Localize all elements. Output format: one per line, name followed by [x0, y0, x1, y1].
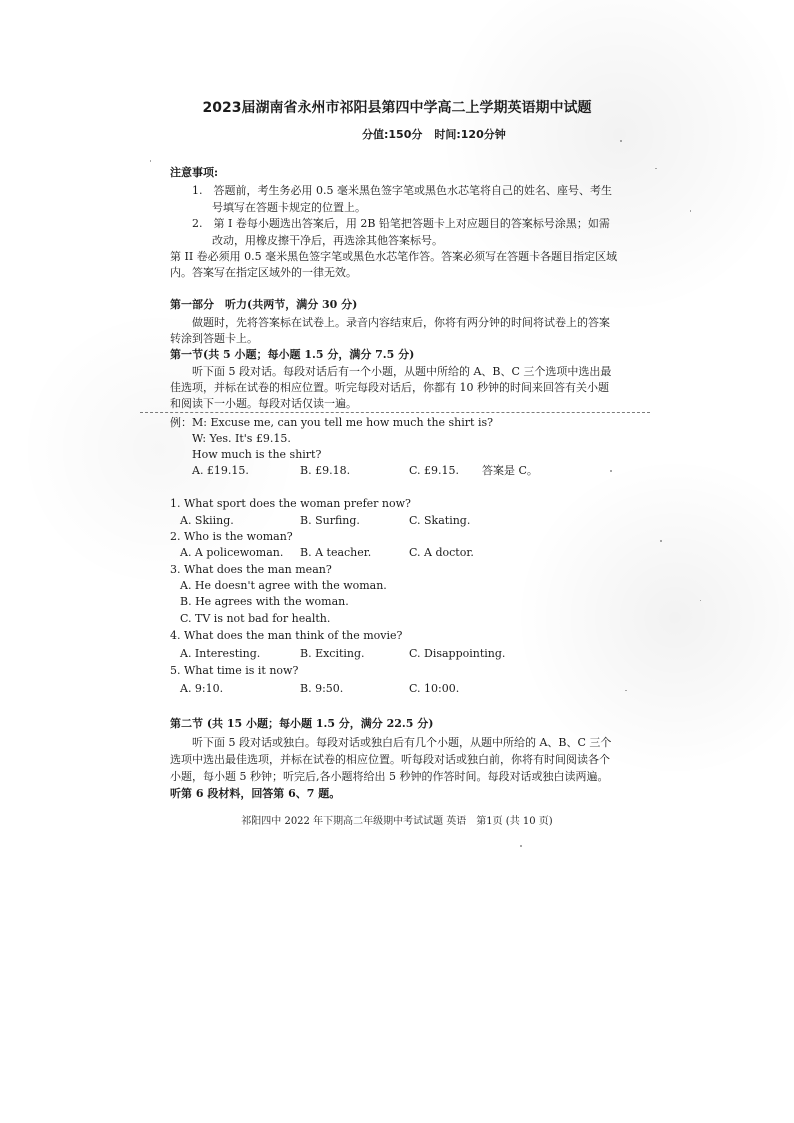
- notice-item2-line1: 2. 第 I 卷每小题选出答案后，用 2B 铅笔把答题卡上对应题目的答案标号涂黑；如需: [192, 217, 610, 230]
- score-time: 时间:120分钟: [434, 128, 506, 141]
- question-5: 5. What time is it now?: [170, 664, 299, 677]
- scan-speck: [620, 140, 622, 142]
- question-3: 3. What does the man mean?: [170, 563, 332, 576]
- example-option-a: A. £19.15.: [192, 464, 249, 477]
- section1-intro-line3: 和阅读下一小题。每段对话仅读一遍。: [170, 397, 357, 410]
- notice-item1-line2: 号填写在答题卡规定的位置上。: [212, 201, 366, 214]
- question-1: 1. What sport does the woman prefer now?: [170, 497, 411, 510]
- question-2: 2. Who is the woman?: [170, 530, 293, 543]
- notice-item3-line2: 内。答案写在指定区域外的一律无效。: [170, 266, 357, 279]
- scan-speck: [625, 690, 627, 691]
- notice-item1-line1: 1. 答题前，考生务必用 0.5 毫米黑色签字笔或黑色水芯笔将自己的姓名、座号、考生: [192, 184, 612, 197]
- section2-heading: 第二节 (共 15 小题；每小题 1.5 分，满分 22.5 分): [170, 717, 434, 730]
- score-points: 分值:150分: [362, 128, 423, 141]
- question-1-option-b: B. Surfing.: [300, 514, 360, 527]
- section1-heading: 第一节(共 5 小题；每小题 1.5 分，满分 7.5 分): [170, 348, 415, 361]
- question-4-option-c: C. Disappointing.: [409, 647, 506, 660]
- question-5-option-a: A. 9:10.: [180, 682, 224, 695]
- question-1-option-c: C. Skating.: [409, 514, 471, 527]
- page-footer: 祁阳四中 2022 年下期高二年级期中考试试题 英语 第1页 (共 10 页): [241, 816, 553, 827]
- question-3-option-c: C. TV is not bad for health.: [180, 612, 331, 625]
- question-2-option-c: C. A doctor.: [409, 546, 474, 559]
- example-option-b: B. £9.18.: [300, 464, 351, 477]
- question-4: 4. What does the man think of the movie?: [170, 629, 403, 642]
- fold-crease-line: [140, 412, 650, 413]
- part1-intro-line1: 做题时，先将答案标在试卷上。录音内容结束后，你将有两分钟的时间将试卷上的答案: [192, 316, 610, 329]
- question-4-option-b: B. Exciting.: [300, 647, 365, 660]
- notice-heading: 注意事项:: [170, 166, 219, 179]
- question-3-option-b: B. He agrees with the woman.: [180, 595, 349, 608]
- section2-intro-line2: 选项中选出最佳选项，并标在试卷的相应位置。听每段对话或独白前，你将有时间阅读各个: [170, 753, 610, 766]
- question-2-option-b: B. A teacher.: [300, 546, 372, 559]
- question-5-option-c: C. 10:00.: [409, 682, 460, 695]
- scan-speck: [700, 600, 701, 601]
- question-1-option-a: A. Skiing.: [180, 514, 234, 527]
- scan-speck: [690, 210, 691, 212]
- scan-speck: [610, 470, 612, 472]
- score-time-line: [362, 126, 518, 142]
- example-answer: 答案是 C。: [482, 464, 538, 477]
- scan-speck: [150, 160, 151, 162]
- section1-intro-line2: 佳选项，并标在试卷的相应位置。听完每段对话后，你都有 10 秒钟的时间来回答有关小题: [170, 381, 609, 394]
- scan-speck: [660, 540, 662, 542]
- question-2-option-a: A. A policewoman.: [180, 546, 284, 559]
- notice-item3-line1: 第 II 卷必须用 0.5 毫米黑色签字笔或黑色水芯笔作答。答案必须写在答题卡各题目指定区域: [170, 250, 618, 263]
- question-5-option-b: B. 9:50.: [300, 682, 344, 695]
- question-4-option-a: A. Interesting.: [180, 647, 261, 660]
- scan-speck: [520, 845, 522, 847]
- section2-intro-line1: 听下面 5 段对话或独白。每段对话或独白后有几个小题，从题中所给的 A、B、C 三个: [192, 736, 612, 749]
- notice-item2-line2: 改动，用橡皮擦干净后，再选涂其他答案标号。: [212, 234, 443, 247]
- example-option-c: C. £9.15.: [409, 464, 460, 477]
- section2-intro-line4: 听第 6 段材料，回答第 6、7 题。: [170, 787, 341, 800]
- example-line3: How much is the shirt?: [192, 448, 322, 461]
- example-line2: W: Yes. It's £9.15.: [192, 432, 291, 445]
- exam-title: 2023届湖南省永州市祁阳县第四中学高二上学期英语期中试题: [202, 100, 592, 116]
- question-3-option-a: A. He doesn't agree with the woman.: [180, 579, 387, 592]
- example-line1: 例：M: Excuse me, can you tell me how much the shirt is?: [170, 416, 494, 429]
- section1-intro-line1: 听下面 5 段对话。每段对话后有一个小题，从题中所给的 A、B、C 三个选项中选出最: [192, 365, 612, 378]
- part1-heading: 第一部分 听力(共两节，满分 30 分): [170, 298, 358, 311]
- section2-intro-line3: 小题，每小题 5 秒钟；听完后,各小题将给出 5 秒钟的作答时间。每段对话或独白读两遍。: [170, 770, 609, 783]
- scan-speck: [655, 168, 657, 169]
- part1-intro-line2: 转涂到答题卡上。: [170, 332, 258, 345]
